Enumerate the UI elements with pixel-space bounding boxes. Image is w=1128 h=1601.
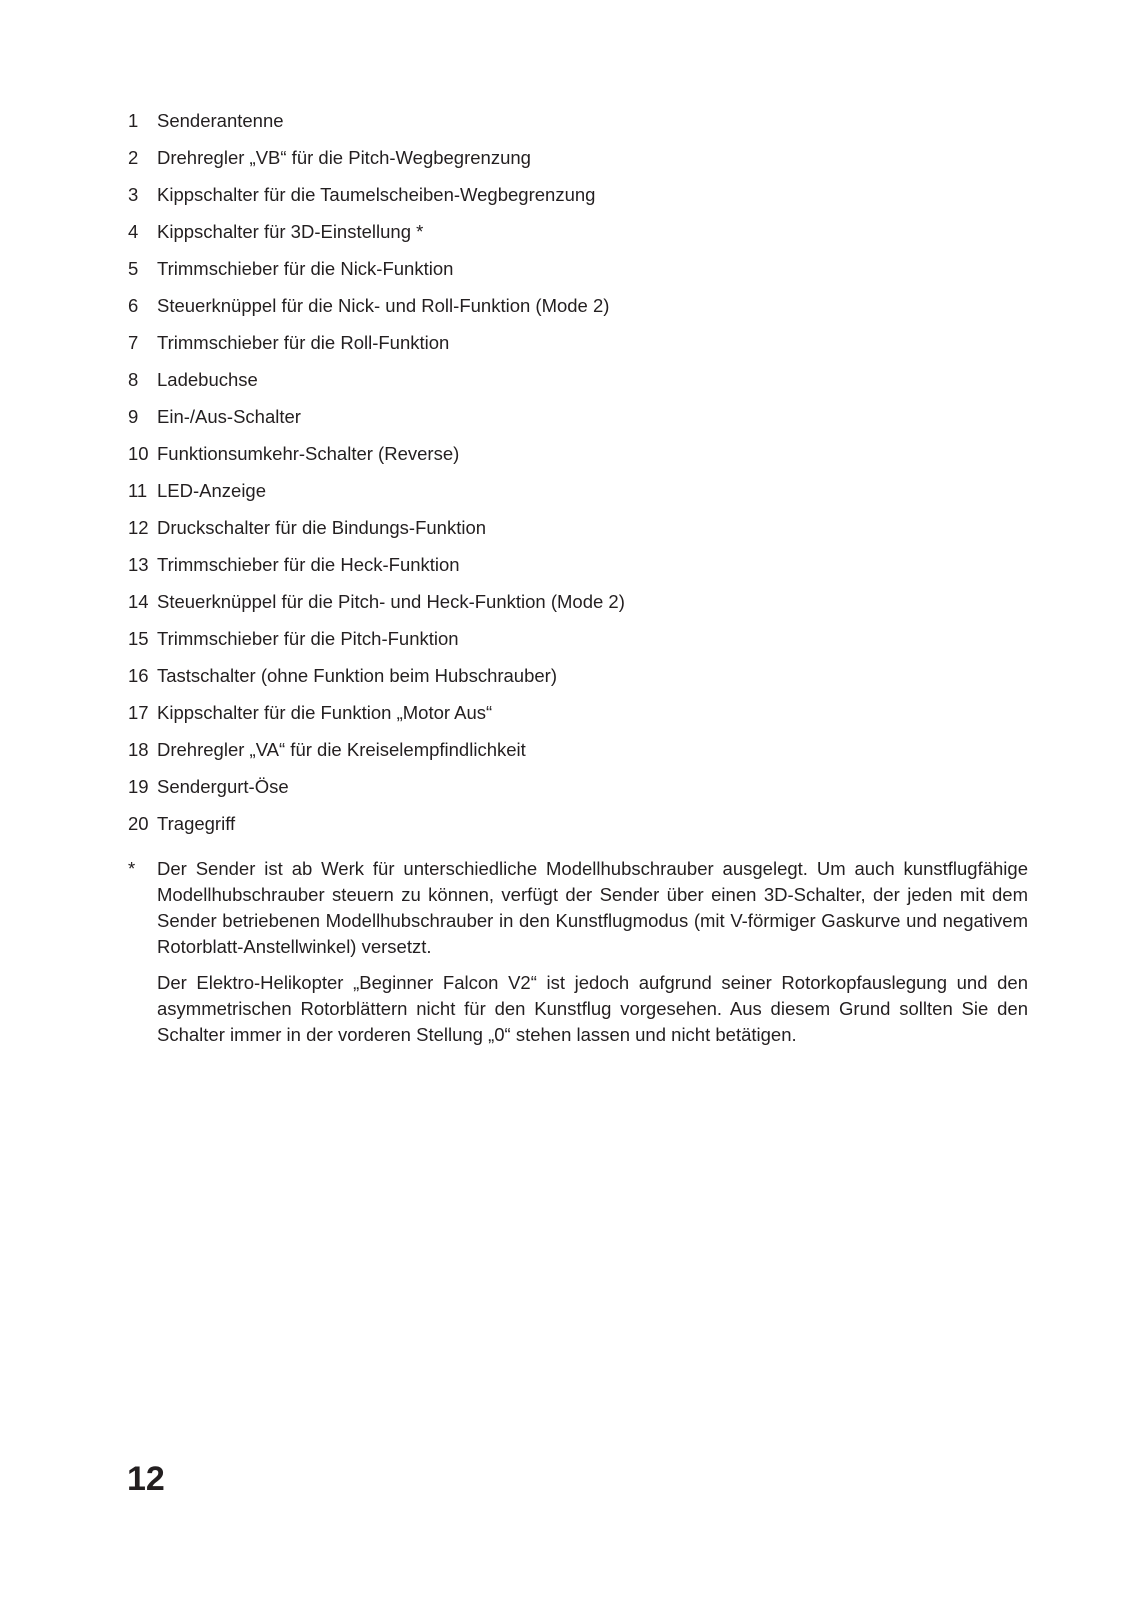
item-text: Trimmschieber für die Roll-Funktion <box>157 332 450 353</box>
list-item <box>128 183 625 220</box>
item-text: Trimmschieber für die Nick-Funktion <box>157 258 454 279</box>
list-item <box>128 516 625 553</box>
item-text: Funktionsumkehr-Schalter (Reverse) <box>157 443 460 464</box>
item-text: Trimmschieber für die Heck-Funktion <box>157 554 460 575</box>
item-number: 18 <box>128 739 149 760</box>
item-text: Steuerknüppel für die Pitch- und Heck-Funktion (Mode 2) <box>157 591 625 612</box>
item-number: 20 <box>128 813 149 834</box>
item-text: Kippschalter für die Taumelscheiben-Wegbegrenzung <box>157 184 596 205</box>
list-item <box>128 701 625 738</box>
item-text: Kippschalter für die Funktion „Motor Aus“ <box>157 702 493 723</box>
item-text: Kippschalter für 3D-Einstellung * <box>157 221 424 242</box>
item-number: 9 <box>128 406 139 427</box>
footnote-body <box>157 856 1028 1048</box>
list-item <box>128 738 625 775</box>
item-number: 2 <box>128 147 139 168</box>
item-text: Drehregler „VB“ für die Pitch-Wegbegrenzung <box>157 147 531 168</box>
list-item <box>128 257 625 294</box>
list-item <box>128 627 625 664</box>
list-item <box>128 664 625 701</box>
list-item <box>128 109 625 146</box>
footnote-paragraph: Der Sender ist ab Werk für unterschiedliche Modellhubschrauber ausgelegt. Um auch kunstflugfähige Modellhubschrauber steuern zu können, verfügt der Sender über einen 3D-Schalter, der jeden mit dem Sender betriebenen Modellhubschrauber in den Kunstflugmodus (mit V-förmiger Gaskurve und negativem Rotorblatt-Anstellwinkel) versetzt. <box>157 858 1028 957</box>
list-item <box>128 812 625 849</box>
item-number: 14 <box>128 591 149 612</box>
item-number: 19 <box>128 776 149 797</box>
item-number: 17 <box>128 702 149 723</box>
item-text: Drehregler „VA“ für die Kreiselempfindlichkeit <box>157 739 526 760</box>
item-number: 7 <box>128 332 139 353</box>
item-text: Druckschalter für die Bindungs-Funktion <box>157 517 487 538</box>
item-number: 13 <box>128 554 149 575</box>
item-number: 8 <box>128 369 139 390</box>
item-number: 12 <box>128 517 149 538</box>
item-text: Ladebuchse <box>157 369 258 390</box>
item-text: Steuerknüppel für die Nick- und Roll-Funktion (Mode 2) <box>157 295 610 316</box>
list-item <box>128 146 625 183</box>
item-number: 10 <box>128 443 149 464</box>
item-number: 16 <box>128 665 149 686</box>
footnote-paragraph: Der Elektro-Helikopter „Beginner Falcon V2“ ist jedoch aufgrund seiner Rotorkopfauslegung und den asymmetrischen Rotorblättern nicht für den Kunstflug vorgesehen. Aus diesem Grund sollten Sie den Schalter immer in der vorderen Stellung „0“ stehen lassen und nicht betätigen. <box>157 972 1028 1045</box>
list-item <box>128 442 625 479</box>
list-item <box>128 331 625 368</box>
item-number: 6 <box>128 295 139 316</box>
item-text: Senderantenne <box>157 110 284 131</box>
item-number: 1 <box>128 110 139 131</box>
item-text: LED-Anzeige <box>157 480 267 501</box>
item-number: 5 <box>128 258 139 279</box>
list-item <box>128 479 625 516</box>
item-number: 11 <box>128 480 148 501</box>
list-item <box>128 368 625 405</box>
list-item <box>128 405 625 442</box>
list-item <box>128 553 625 590</box>
item-text: Tragegriff <box>157 813 236 834</box>
item-number: 15 <box>128 628 149 649</box>
footnote <box>128 856 1028 1058</box>
parts-list <box>128 109 625 849</box>
footnote-marker: * <box>128 858 136 879</box>
item-text: Ein-/Aus-Schalter <box>157 406 301 427</box>
item-text: Sendergurt-Öse <box>157 776 289 797</box>
page-number: 12 <box>127 1460 165 1498</box>
item-text: Tastschalter (ohne Funktion beim Hubschrauber) <box>157 665 557 686</box>
item-number: 4 <box>128 221 139 242</box>
item-text: Trimmschieber für die Pitch-Funktion <box>157 628 459 649</box>
item-number: 3 <box>128 184 139 205</box>
list-item <box>128 220 625 257</box>
list-item <box>128 775 625 812</box>
list-item <box>128 590 625 627</box>
list-item <box>128 294 625 331</box>
